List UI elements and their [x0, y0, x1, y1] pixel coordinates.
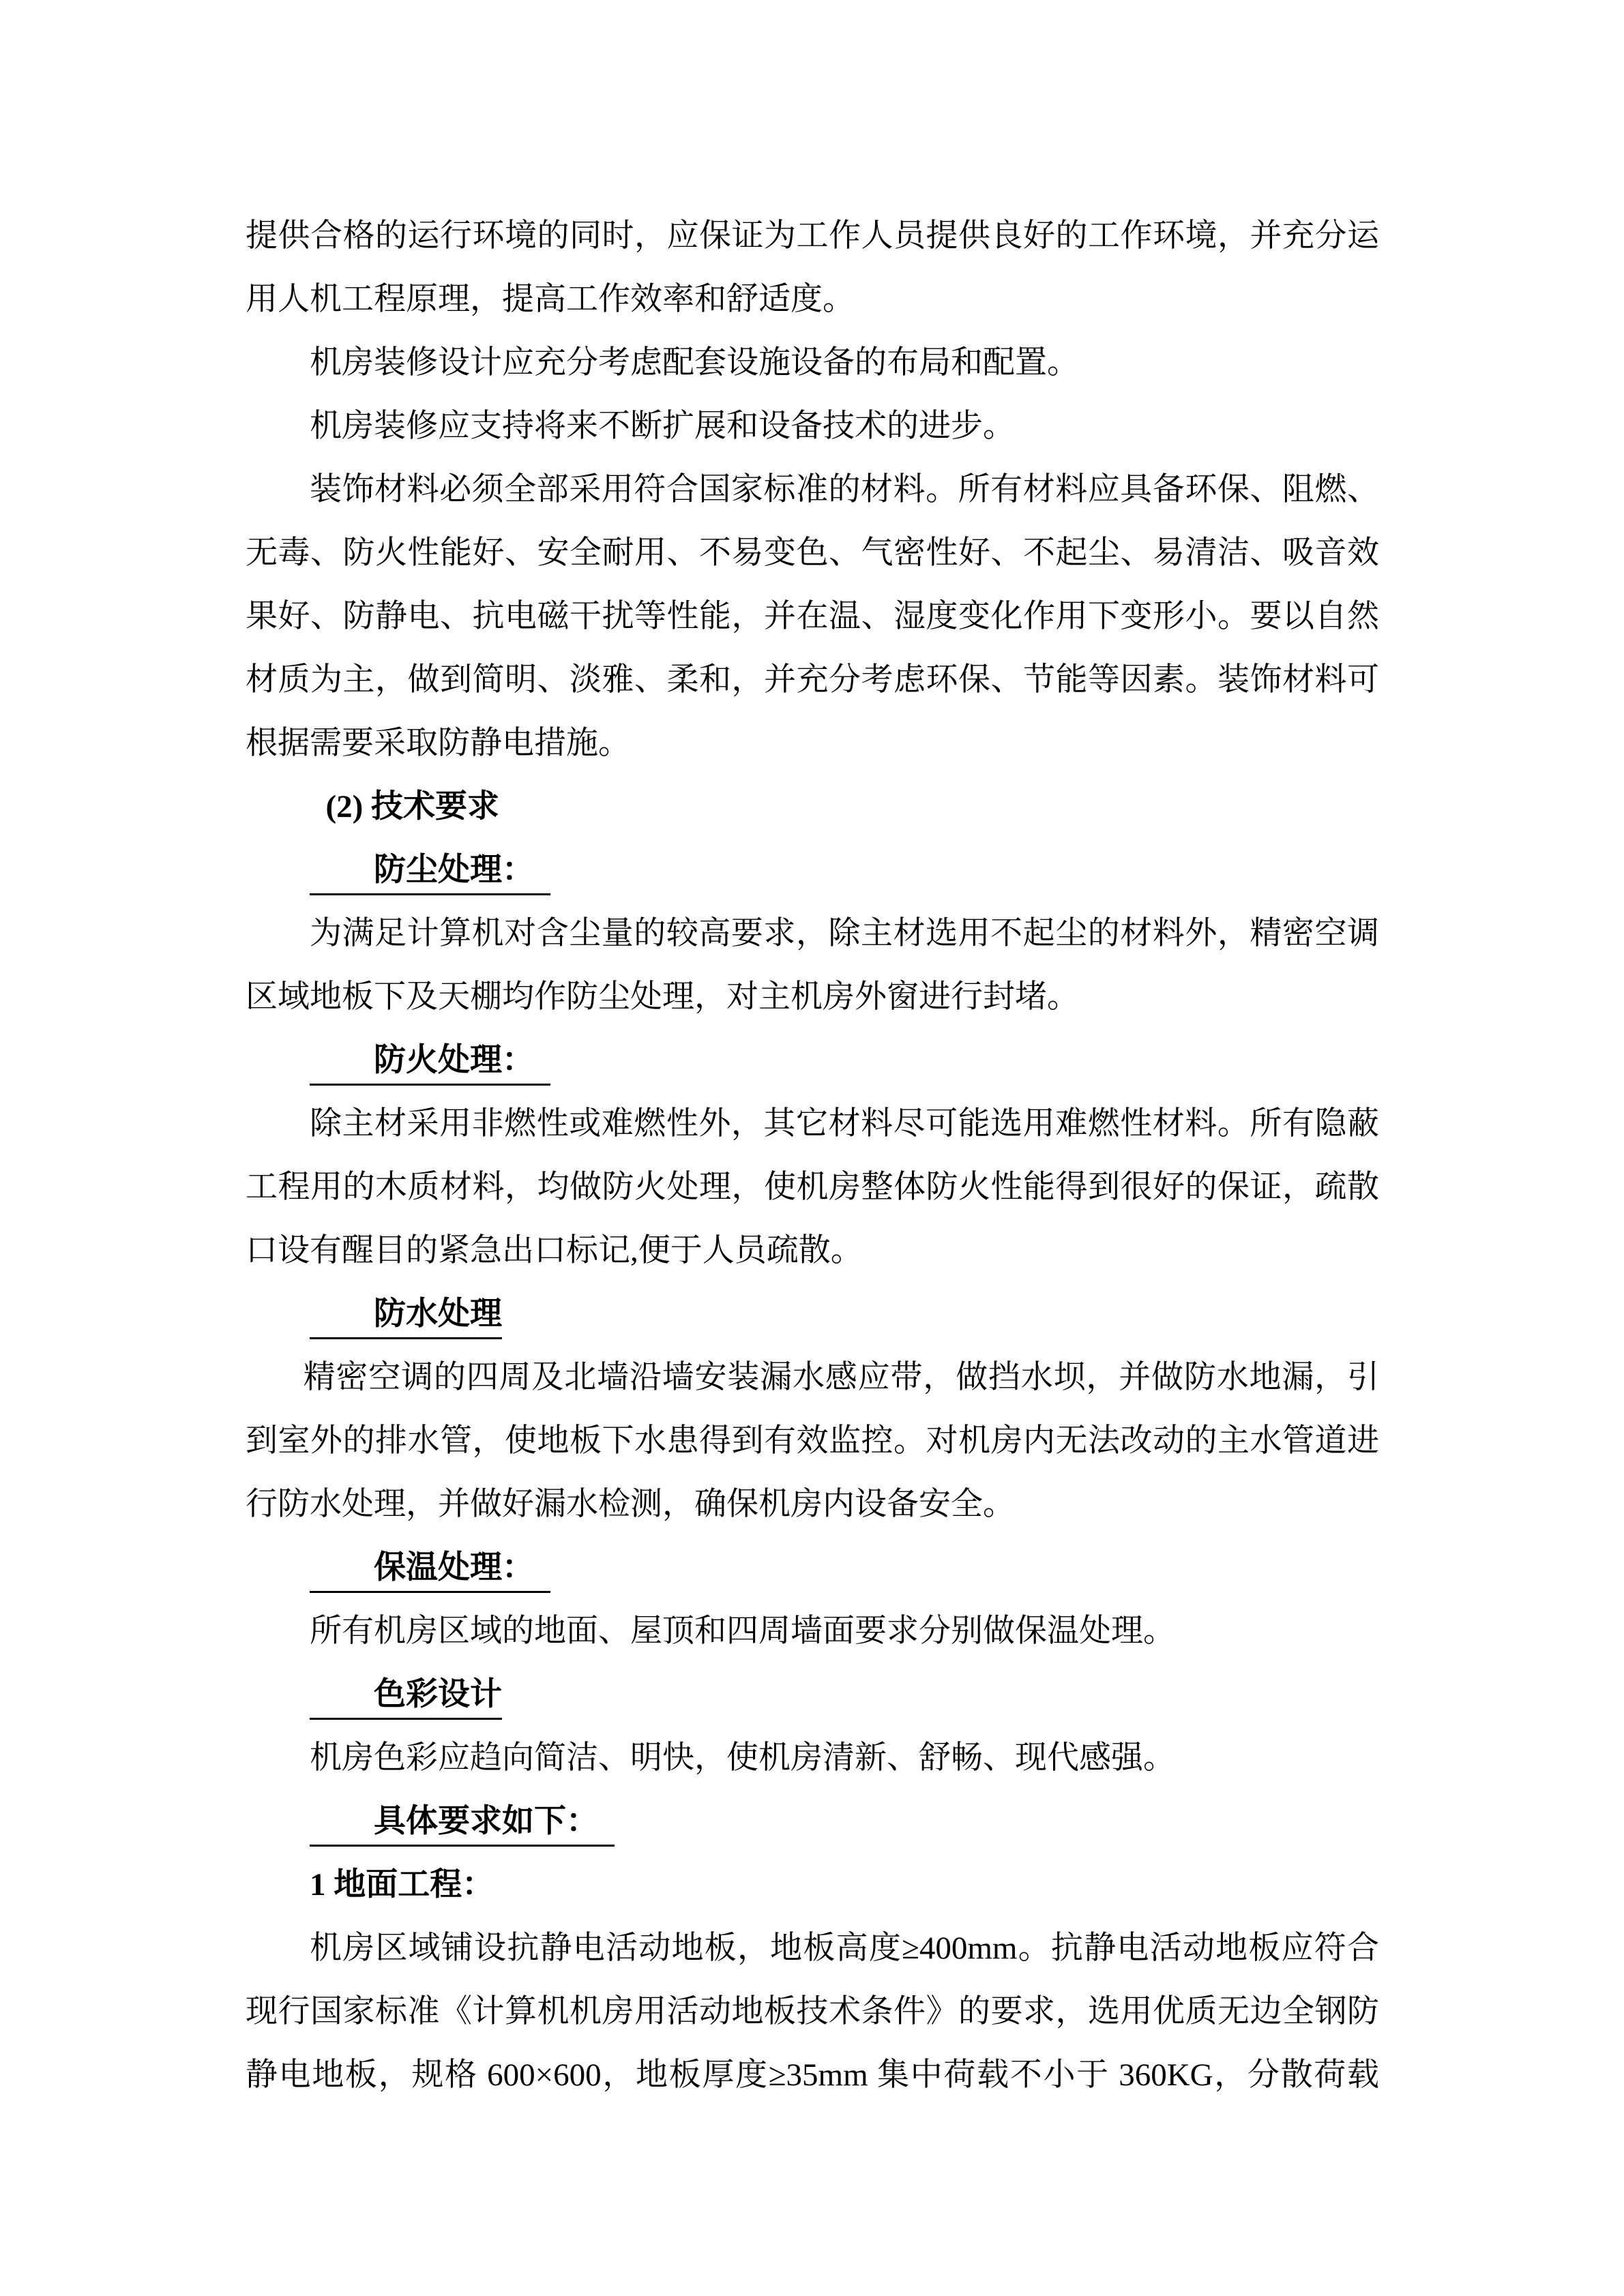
heading-color-design-label: 色彩设计 [310, 1675, 502, 1720]
paragraph-thermal-treatment: 所有机房区域的地面、屋顶和四周墙面要求分别做保温处理。 [310, 1613, 1175, 1649]
paragraph-water-treatment: 精密空调的四周及北墙沿墙安装漏水感应带，做挡水坝，并做防水地漏，引到室外的排水管，使地板下水患得到有效监控。对机房内无法改动的主水管道进行防水处理，并做好漏水检测，确保机房内设备安全。 [246, 1360, 1379, 1522]
heading-technical-requirements-label: (2) 技术要求 [325, 789, 500, 824]
heading-floor-works [246, 1853, 1379, 1917]
heading-dust-treatment-label: 防尘处理： [310, 850, 550, 895]
heading-technical-requirements [246, 775, 1379, 839]
heading-water-treatment [246, 1283, 1379, 1346]
paragraph-color-design: 机房色彩应趋向简洁、明快，使机房清新、舒畅、现代感强。 [310, 1740, 1175, 1776]
heading-specific-requirements-label: 具体要求如下： [310, 1802, 615, 1847]
heading-thermal-treatment [246, 1536, 1379, 1600]
paragraph-expansion: 机房装修应支持将来不断扩展和设备技术的进步。 [310, 408, 1015, 444]
paragraph-layout: 机房装修设计应充分考虑配套设施设备的布局和配置。 [310, 345, 1079, 381]
heading-water-treatment-label: 防水处理 [310, 1294, 502, 1339]
heading-fire-treatment-label: 防火处理： [310, 1041, 550, 1086]
heading-fire-treatment [246, 1029, 1379, 1092]
paragraph-dust-treatment: 为满足计算机对含尘量的较高要求，除主材选用不起尘的材料外，精密空调区域地板下及天棚均作防尘处理，对主机房外窗进行封堵。 [246, 916, 1379, 1015]
heading-floor-works-label: 1 地面工程： [310, 1867, 494, 1903]
paragraph-floor-works: 机房区域铺设抗静电活动地板，地板高度≥400mm。抗静电活动地板应符合现行国家标准《计算机机房用活动地板技术条件》的要求，选用优质无边全钢防静电地板，规格 600×600，地板厚度≥35mm 集中荷载不小于 360KG，分散荷载 [246, 1930, 1379, 2093]
paragraph-environment: 提供合格的运行环境的同时，应保证为工作人员提供良好的工作环境，并充分运用人机工程原理，提高工作效率和舒适度。 [246, 218, 1379, 317]
heading-specific-requirements [246, 1790, 1379, 1853]
heading-color-design [246, 1663, 1379, 1727]
heading-thermal-treatment-label: 保温处理： [310, 1548, 550, 1593]
paragraph-materials: 装饰材料必须全部采用符合国家标准的材料。所有材料应具备环保、阻燃、无毒、防火性能好、安全耐用、不易变色、气密性好、不起尘、易清洁、吸音效果好、防静电、抗电磁干扰等性能，并在温、湿度变化作用下变形小。要以自然材质为主，做到简明、淡雅、柔和，并充分考虑环保、节能等因素。装饰材料可根据需要采取防静电措施。 [246, 472, 1379, 761]
heading-dust-treatment [246, 839, 1379, 902]
paragraph-fire-treatment: 除主材采用非燃性或难燃性外，其它材料尽可能选用难燃性材料。所有隐蔽工程用的木质材料，均做防火处理，使机房整体防火性能得到很好的保证，疏散口设有醒目的紧急出口标记,便于人员疏散。 [246, 1106, 1379, 1268]
